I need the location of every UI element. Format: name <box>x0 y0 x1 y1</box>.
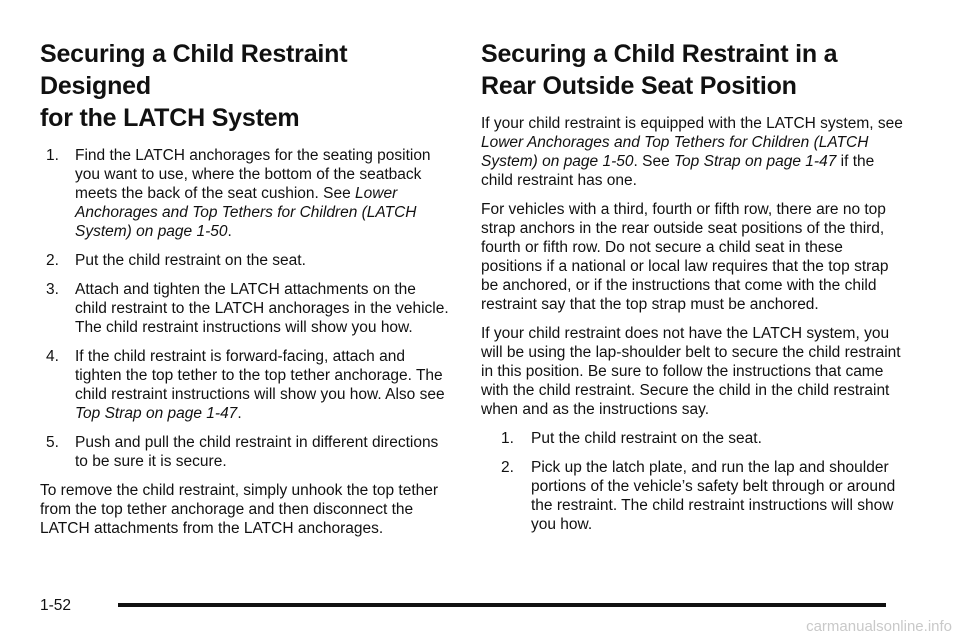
right-column <box>481 38 906 544</box>
step-text: Push and pull the child restraint in different directions to be sure it is secure. <box>75 434 439 470</box>
step-number: 2. <box>501 459 514 476</box>
left-heading <box>40 38 450 134</box>
step-number: 2. <box>46 252 59 269</box>
step-text: Put the child restraint on the seat. <box>75 252 306 269</box>
list-item <box>40 146 450 241</box>
step-tail: . <box>237 405 242 422</box>
step-number: 3. <box>46 281 59 298</box>
page-number: 1-52 <box>40 597 72 614</box>
no-latch-paragraph: If your child restraint does not have the LATCH system, you will be using the lap-shoulder belt to secure the child restraint in this position. Be sure to follow the instructions that came with the child restraint. Secure the child in the child restraint when and as the instructions say. <box>481 325 901 418</box>
step-text: Find the LATCH anchorages for the seating position you want to use, where the bottom of the seatback meets the back of the seat cushion. See <box>75 147 431 202</box>
step-text: If the child restraint is forward-facing, attach and tighten the top tether to the top tether anchorage. The child restraint instructions will show you how. Also see <box>75 348 445 403</box>
latch-steps-list <box>40 146 450 471</box>
step-text: Attach and tighten the LATCH attachments on the child restraint to the LATCH anchorages in the vehicle. The child restraint instructions will show you how. <box>75 281 449 336</box>
removal-paragraph: To remove the child restraint, simply unhook the top tether from the top tether anchorage and then disconnect the LATCH attachments from the LATCH anchorages. <box>40 482 439 537</box>
list-item <box>40 280 450 337</box>
latch-reference-paragraph <box>481 114 906 190</box>
left-heading-line1: Securing a Child Restraint Designed <box>40 40 348 100</box>
reference-top-strap: Top Strap on page 1-47 <box>674 153 837 170</box>
step-number: 1. <box>501 430 514 447</box>
list-item <box>481 429 906 448</box>
third-row-paragraph: For vehicles with a third, fourth or fifth row, there are no top strap anchors in the rear outside seat positions of the third, fourth or fifth row. Do not secure a child seat in these positions if a national or local law requires that the top strap be anchored, or if the instructions that come with the child restraint say that the top strap must be anchored. <box>481 201 889 313</box>
right-heading-line2: Rear Outside Seat Position <box>481 72 797 100</box>
reference-latch: Lower Anchorages and Top Tethers for Children (LATCH System) on page 1-50 <box>481 134 869 170</box>
right-heading <box>481 38 906 102</box>
paragraph-text: if the child restraint has one. <box>481 153 875 189</box>
step-reference: Lower Anchorages and Top Tethers for Children (LATCH System) on page 1-50 <box>75 185 417 240</box>
left-column <box>40 38 450 548</box>
step-number: 4. <box>46 348 59 365</box>
list-item <box>40 433 450 471</box>
step-reference: Top Strap on page 1-47 <box>75 405 238 422</box>
list-item <box>481 458 906 534</box>
step-text: Put the child restraint on the seat. <box>531 430 762 447</box>
step-number: 1. <box>46 147 59 164</box>
step-number: 5. <box>46 434 59 451</box>
belt-steps-list <box>481 429 906 534</box>
paragraph-text: If your child restraint is equipped with the LATCH system, see <box>481 115 903 132</box>
step-text: Pick up the latch plate, and run the lap and shoulder portions of the vehicle’s safety belt through or around the restraint. The child restraint instructions will show you how. <box>531 459 896 533</box>
list-item <box>40 347 450 423</box>
footer-divider <box>118 603 886 607</box>
paragraph-text: . See <box>633 153 675 170</box>
left-heading-line2: for the LATCH System <box>40 104 300 132</box>
list-item <box>40 251 450 270</box>
step-tail: . <box>227 223 232 240</box>
watermark: carmanualsonline.info <box>806 618 952 635</box>
right-heading-line1: Securing a Child Restraint in a <box>481 40 838 68</box>
